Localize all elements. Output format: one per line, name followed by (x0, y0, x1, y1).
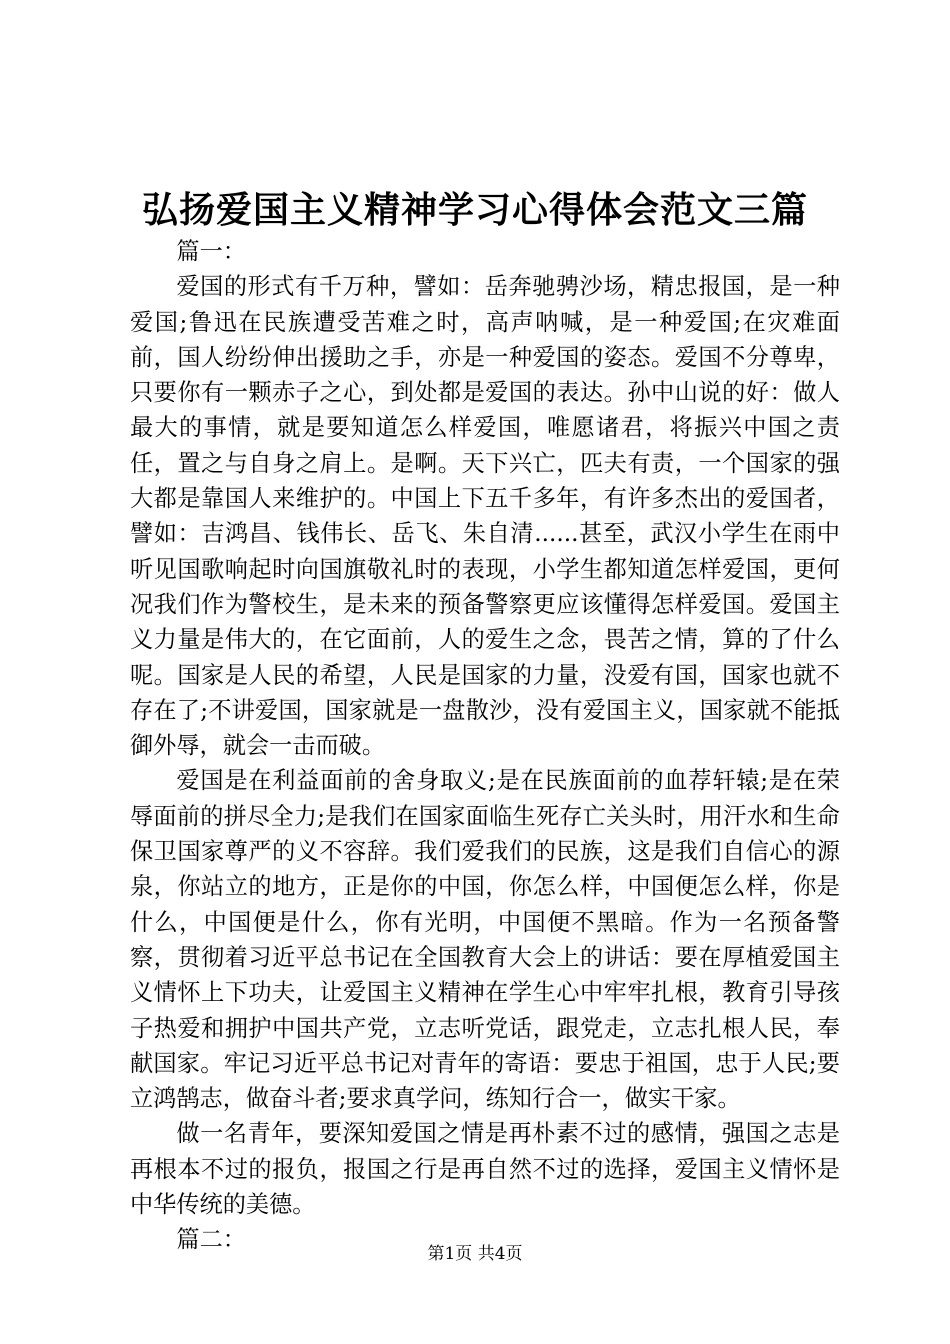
document-body (130, 234, 840, 1258)
paragraph: 爱国的形式有千万种，譬如：岳奔驰骋沙场，精忠报国，是一种爱国;鲁迅在民族遭受苦难之时，高声呐喊，是一种爱国;在灾难面前，国人纷纷伸出援助之手，亦是一种爱国的姿态。爱国不分尊卑，只要你有一颗赤子之心，到处都是爱国的表达。孙中山说的好：做人最大的事情，就是要知道怎么样爱国，唯愿诸君，将振兴中国之责任，置之与自身之肩上。是啊。天下兴亡，匹夫有责，一个国家的强大都是靠国人来维护的。中国上下五千多年，有许多杰出的爱国者，譬如：吉鸿昌、钱伟长、岳飞、朱自清......甚至，武汉小学生在雨中听见国歌响起时向国旗敬礼时的表现，小学生都知道怎样爱国，更何况我们作为警校生，是未来的预备警察更应该懂得怎样爱国。爱国主义力量是伟大的，在它面前，人的爱生之念，畏苦之情，算的了什么呢。国家是人民的希望，人民是国家的力量，没爱有国，国家也就不存在了;不讲爱国，国家就是一盘散沙，没有爱国主义，国家就不能抵御外辱，就会一击而破。 (130, 273, 840, 760)
paragraph: 做一名青年，要深知爱国之情是再朴素不过的感情，强国之志是再根本不过的报负，报国之行是再自然不过的选择，爱国主义情怀是中华传统的美德。 (130, 1120, 840, 1219)
section-heading-1: 篇一： (176, 238, 246, 265)
section-heading-2: 篇二： (176, 1226, 246, 1254)
document-title: 弘扬爱国主义精神学习心得体会范文三篇 (141, 189, 808, 231)
page-number-footer: 第1页 共4页 (427, 1244, 523, 1264)
paragraph: 爱国是在利益面前的舍身取义;是在民族面前的血荐轩辕;是在荣辱面前的拼尽全力;是我们在国家面临生死存亡关头时，用汗水和生命保卫国家尊严的义不容辞。我们爱我们的民族，这是我们自信心的源泉，你站立的地方，正是你的中国，你怎么样，中国便怎么样，你是什么，中国便是什么，你有光明，中国便不黑暗。作为一名预备警察，贯彻着习近平总书记在全国教育大会上的讲话：要在厚植爱国主义情怀上下功夫，让爱国主义精神在学生心中牢牢扎根，教育引导孩子热爱和拥护中国共产党，立志听党话，跟党走，立志扎根人民，奉献国家。牢记习近平总书记对青年的寄语：要忠于祖国，忠于人民;要立鸿鹄志，做奋斗者;要求真学问，练知行合一，做实干家。 (130, 767, 840, 1113)
